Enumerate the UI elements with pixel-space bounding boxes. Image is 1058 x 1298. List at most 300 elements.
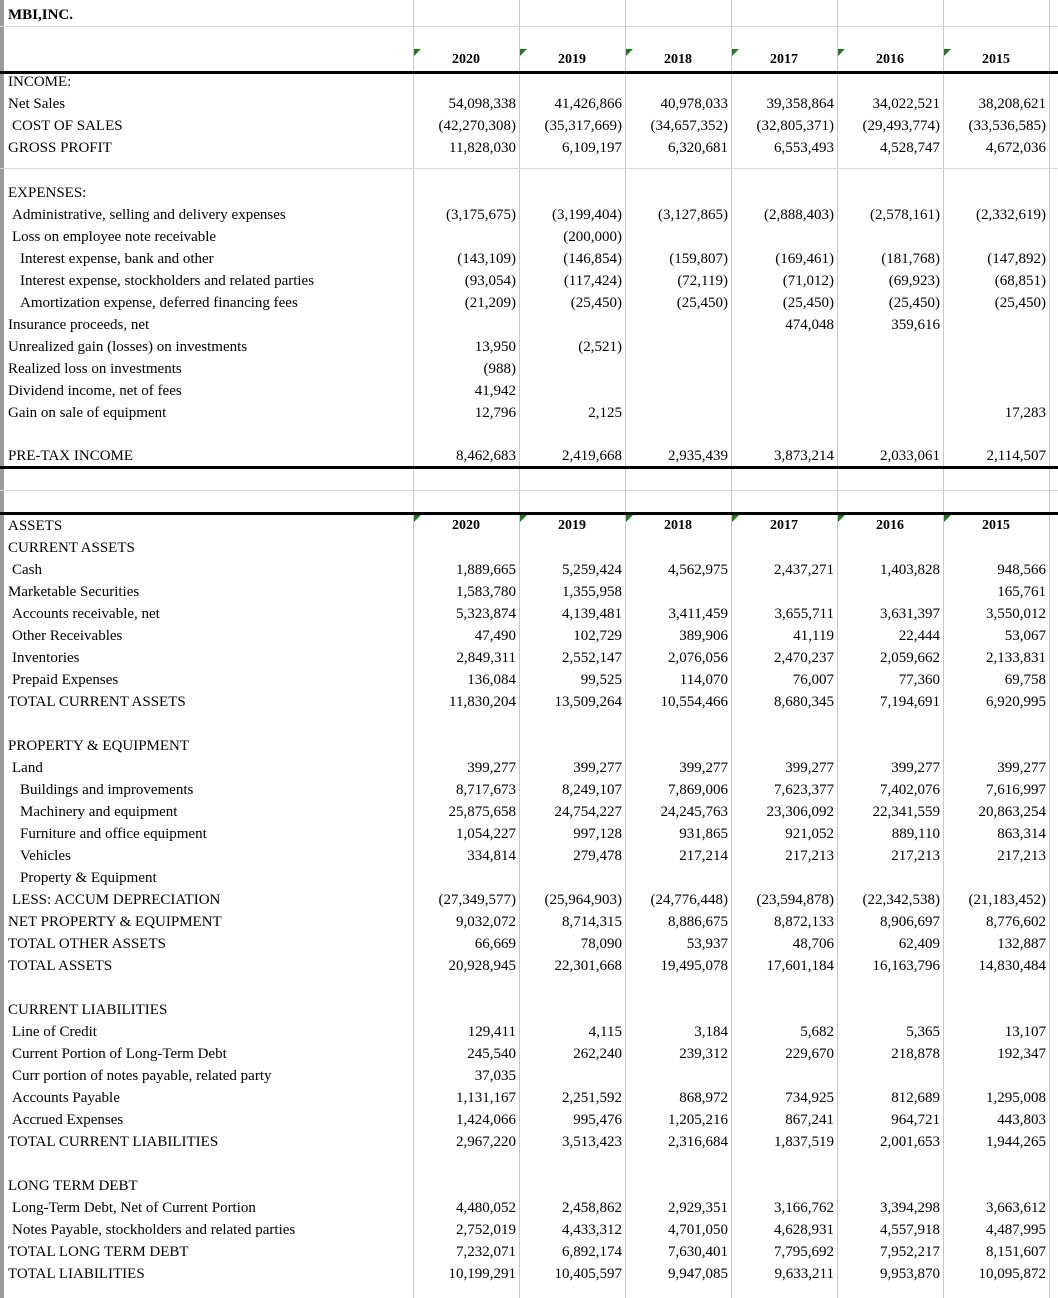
cell-comment-marker-icon (520, 515, 527, 522)
value-cell (943, 867, 1049, 889)
value-cell: (200,000) (563, 228, 622, 245)
value-cell: 9,633,211 (774, 1265, 834, 1282)
value-cell: (25,450) (676, 294, 728, 311)
table-row (0, 647, 1058, 669)
table-row (0, 93, 1058, 115)
value-cell: 5,365 (906, 1023, 940, 1040)
cell-comment-marker-icon (520, 49, 527, 56)
year-header-row (0, 49, 1058, 71)
value-cell: 921,052 (785, 825, 834, 842)
value-cell: 13,950 (474, 338, 516, 355)
row-label: EXPENSES: (8, 184, 87, 201)
row-label: TOTAL LONG TERM DEBT (8, 1243, 189, 1260)
value-cell: 20,863,254 (978, 803, 1046, 820)
value-cell: 10,554,466 (660, 693, 728, 710)
value-cell: 4,139,481 (562, 605, 622, 622)
cell-comment-marker-icon (626, 515, 633, 522)
table-row (0, 1021, 1058, 1043)
row-label: Line of Credit (12, 1023, 97, 1040)
table-row (0, 559, 1058, 581)
value-cell: 114,070 (679, 671, 728, 688)
value-cell (837, 402, 943, 424)
row-label: Unrealized gain (losses) on investments (8, 338, 248, 355)
value-cell: 54,098,338 (448, 95, 516, 112)
value-cell: (159,807) (669, 250, 728, 267)
value-cell: 4,672,036 (986, 139, 1046, 156)
value-cell: 279,478 (573, 847, 622, 864)
value-cell (731, 867, 837, 889)
value-cell (837, 336, 943, 358)
table-row (0, 933, 1058, 955)
table-row (0, 204, 1058, 226)
value-cell: 217,213 (997, 847, 1046, 864)
value-cell (731, 226, 837, 248)
value-cell: 7,630,401 (668, 1243, 728, 1260)
table-row (0, 625, 1058, 647)
value-cell (519, 314, 625, 336)
section-header (0, 735, 1058, 757)
value-cell: 2,419,668 (562, 447, 622, 464)
row-label: Administrative, selling and delivery expenses (12, 206, 286, 223)
value-cell (625, 402, 731, 424)
row-label: CURRENT LIABILITIES (8, 1001, 168, 1018)
value-cell: (23,594,878) (756, 891, 834, 908)
table-row (0, 581, 1058, 603)
value-cell: 19,495,078 (660, 957, 728, 974)
value-cell: (71,012) (782, 272, 834, 289)
value-cell: 10,095,872 (978, 1265, 1046, 1282)
table-row (0, 955, 1058, 977)
value-cell: 2,125 (588, 404, 622, 421)
value-cell: 1,424,066 (456, 1111, 516, 1128)
table-row (0, 1065, 1058, 1087)
value-cell: 1,889,665 (456, 561, 516, 578)
row-label: Property & Equipment (20, 869, 157, 886)
value-cell: 3,873,214 (774, 447, 834, 464)
value-cell: 48,706 (792, 935, 834, 952)
value-cell: 217,213 (891, 847, 940, 864)
value-cell: 2,470,237 (774, 649, 834, 666)
value-cell: (32,805,371) (756, 117, 834, 134)
value-cell: 389,906 (679, 627, 728, 644)
cell-comment-marker-icon (414, 49, 421, 56)
row-label: Other Receivables (12, 627, 123, 644)
value-cell (837, 358, 943, 380)
value-cell (837, 1065, 943, 1087)
value-cell: 1,205,216 (668, 1111, 728, 1128)
table-row (0, 1109, 1058, 1131)
row-label: Marketable Securities (8, 583, 140, 600)
value-cell: 23,306,092 (766, 803, 834, 820)
row-label: NET PROPERTY & EQUIPMENT (8, 913, 222, 930)
value-cell: 931,865 (679, 825, 728, 842)
section-header (0, 182, 1058, 204)
value-cell: 6,109,197 (562, 139, 622, 156)
value-cell: 1,403,828 (880, 561, 940, 578)
value-cell: 41,426,866 (554, 95, 622, 112)
value-cell: 8,151,607 (986, 1243, 1046, 1260)
value-cell: 2,114,507 (986, 447, 1046, 464)
value-cell: 22,444 (898, 627, 940, 644)
table-row (0, 402, 1058, 424)
value-cell: 217,214 (679, 847, 728, 864)
value-cell: (25,450) (888, 294, 940, 311)
value-cell: 11,830,204 (449, 693, 516, 710)
row-label: Realized loss on investments (8, 360, 182, 377)
value-cell: 6,920,995 (986, 693, 1046, 710)
value-cell: 4,115 (588, 1023, 622, 1040)
value-cell: (117,424) (563, 272, 622, 289)
value-cell: 13,107 (1004, 1023, 1046, 1040)
table-row (0, 380, 1058, 402)
value-cell: 2,967,220 (456, 1133, 516, 1150)
value-cell: 7,616,997 (986, 781, 1046, 798)
value-cell: 6,892,174 (562, 1243, 622, 1260)
row-label: INCOME: (8, 73, 72, 90)
value-cell: 3,394,298 (880, 1199, 940, 1216)
value-cell: 7,623,377 (774, 781, 834, 798)
table-row (0, 603, 1058, 625)
value-cell: (69,923) (888, 272, 940, 289)
pretax-row (0, 445, 1058, 467)
value-cell (625, 336, 731, 358)
year-header-cell: 2016 (876, 518, 904, 533)
table-row (0, 801, 1058, 823)
value-cell: 863,314 (997, 825, 1046, 842)
value-cell: 99,525 (580, 671, 622, 688)
value-cell (519, 867, 625, 889)
value-cell: (68,851) (994, 272, 1046, 289)
value-cell: 812,689 (891, 1089, 940, 1106)
value-cell: 2,849,311 (456, 649, 516, 666)
row-label: Interest expense, bank and other (20, 250, 214, 267)
table-row (0, 226, 1058, 248)
year-header-cell: 2017 (770, 52, 798, 67)
year-header-cell: 2018 (664, 52, 692, 67)
value-cell: 4,480,052 (456, 1199, 516, 1216)
value-cell (625, 1065, 731, 1087)
value-cell: 964,721 (891, 1111, 940, 1128)
value-cell (625, 226, 731, 248)
row-label: Cash (12, 561, 42, 578)
year-header-cell: 2015 (982, 52, 1010, 67)
row-label: Buildings and improvements (20, 781, 194, 798)
value-cell: (22,342,538) (862, 891, 940, 908)
row-label: TOTAL CURRENT ASSETS (8, 693, 186, 710)
value-cell: 3,411,459 (668, 605, 728, 622)
table-row (0, 867, 1058, 889)
row-label: Inventories (12, 649, 80, 666)
value-cell: 3,631,397 (880, 605, 940, 622)
value-cell: 53,937 (686, 935, 728, 952)
value-cell: 41,942 (474, 382, 516, 399)
value-cell: 7,194,691 (880, 693, 940, 710)
value-cell (731, 581, 837, 603)
value-cell: 9,947,085 (668, 1265, 728, 1282)
value-cell: 8,886,675 (668, 913, 728, 930)
value-cell (731, 380, 837, 402)
value-cell: 262,240 (573, 1045, 622, 1062)
value-cell: 443,803 (997, 1111, 1046, 1128)
row-label: LONG TERM DEBT (8, 1177, 138, 1194)
value-cell: 399,277 (785, 759, 834, 776)
value-cell: 4,562,975 (668, 561, 728, 578)
row-label: PROPERTY & EQUIPMENT (8, 737, 190, 754)
cell-comment-marker-icon (838, 49, 845, 56)
row-label: Insurance proceeds, net (8, 316, 150, 333)
value-cell: (42,270,308) (438, 117, 516, 134)
value-cell (943, 226, 1049, 248)
value-cell: 4,487,995 (986, 1221, 1046, 1238)
value-cell: 47,490 (474, 627, 516, 644)
value-cell: 2,752,019 (456, 1221, 516, 1238)
value-cell: 7,795,692 (774, 1243, 834, 1260)
value-cell: 5,259,424 (562, 561, 622, 578)
value-cell: 40,978,033 (660, 95, 728, 112)
value-cell: 995,476 (573, 1111, 622, 1128)
row-label: TOTAL OTHER ASSETS (8, 935, 166, 952)
table-row (0, 845, 1058, 867)
value-cell: 2,001,653 (880, 1133, 940, 1150)
value-cell: 229,670 (785, 1045, 834, 1062)
year-header-cell: 2020 (452, 52, 480, 67)
table-row (0, 314, 1058, 336)
grid-row-line (0, 26, 1058, 27)
row-label: Prepaid Expenses (12, 671, 119, 688)
value-cell: 9,032,072 (456, 913, 516, 930)
value-cell: 734,925 (785, 1089, 834, 1106)
value-cell: 165,761 (997, 583, 1046, 600)
value-cell: 2,437,271 (774, 561, 834, 578)
value-cell: (24,776,448) (650, 891, 728, 908)
value-cell: (25,450) (994, 294, 1046, 311)
table-row (0, 1043, 1058, 1065)
year-header-cell: 2019 (558, 518, 586, 533)
value-cell: 9,953,870 (880, 1265, 940, 1282)
value-cell: (34,657,352) (650, 117, 728, 134)
value-cell (625, 867, 731, 889)
table-row (0, 779, 1058, 801)
value-cell: 192,347 (997, 1045, 1046, 1062)
row-label: Accounts receivable, net (12, 605, 160, 622)
value-cell: (33,536,585) (968, 117, 1046, 134)
grid-row-line (0, 490, 1058, 491)
value-cell (519, 380, 625, 402)
value-cell: 997,128 (573, 825, 622, 842)
value-cell (731, 402, 837, 424)
cell-comment-marker-icon (838, 515, 845, 522)
section-header (0, 999, 1058, 1021)
value-cell: 1,295,008 (986, 1089, 1046, 1106)
row-label: Long-Term Debt, Net of Current Portion (12, 1199, 256, 1216)
value-cell: 4,628,931 (774, 1221, 834, 1238)
value-cell: (25,450) (570, 294, 622, 311)
value-cell (625, 358, 731, 380)
table-row (0, 270, 1058, 292)
value-cell: 129,411 (467, 1023, 516, 1040)
value-cell: 8,249,107 (562, 781, 622, 798)
value-cell: (2,888,403) (764, 206, 834, 223)
value-cell (731, 1065, 837, 1087)
row-label: TOTAL ASSETS (8, 957, 113, 974)
value-cell (731, 358, 837, 380)
value-cell: 39,358,864 (766, 95, 834, 112)
row-label: Amortization expense, deferred financing fees (20, 294, 298, 311)
value-cell: 399,277 (573, 759, 622, 776)
row-label: Land (12, 759, 43, 776)
value-cell: 239,312 (679, 1045, 728, 1062)
value-cell: (3,199,404) (552, 206, 622, 223)
value-cell: 2,552,147 (562, 649, 622, 666)
value-cell: 14,830,484 (978, 957, 1046, 974)
value-cell: 6,320,681 (668, 139, 728, 156)
section-header (0, 537, 1058, 559)
value-cell: (3,127,865) (658, 206, 728, 223)
value-cell: 2,076,056 (668, 649, 728, 666)
value-cell: 8,776,602 (986, 913, 1046, 930)
value-cell: (146,854) (563, 250, 622, 267)
value-cell: 948,566 (997, 561, 1046, 578)
value-cell (943, 336, 1049, 358)
value-cell: 3,655,711 (774, 605, 834, 622)
assets-header-row (0, 515, 1058, 537)
section-divider (0, 466, 1058, 469)
value-cell: 3,663,612 (986, 1199, 1046, 1216)
value-cell (625, 581, 731, 603)
value-cell: 2,929,351 (668, 1199, 728, 1216)
value-cell: 6,553,493 (774, 139, 834, 156)
value-cell: (147,892) (987, 250, 1046, 267)
value-cell: (25,450) (782, 294, 834, 311)
value-cell: 24,754,227 (554, 803, 622, 820)
value-cell: 7,232,071 (456, 1243, 516, 1260)
value-cell: 1,837,519 (774, 1133, 834, 1150)
value-cell: 11,828,030 (449, 139, 516, 156)
value-cell: 867,241 (785, 1111, 834, 1128)
table-row (0, 336, 1058, 358)
cell-comment-marker-icon (414, 515, 421, 522)
value-cell: 5,682 (800, 1023, 834, 1040)
value-cell: 22,301,668 (554, 957, 622, 974)
value-cell (837, 226, 943, 248)
row-label: CURRENT ASSETS (8, 539, 135, 556)
value-cell: 22,341,559 (872, 803, 940, 820)
value-cell: 2,133,831 (986, 649, 1046, 666)
row-label: TOTAL LIABILITIES (8, 1265, 145, 1282)
value-cell: 2,059,662 (880, 649, 940, 666)
value-cell: 34,022,521 (872, 95, 940, 112)
table-row (0, 1219, 1058, 1241)
table-row (0, 1087, 1058, 1109)
value-cell: 38,208,621 (978, 95, 1046, 112)
value-cell: 3,513,423 (562, 1133, 622, 1150)
table-row (0, 137, 1058, 159)
row-label: COST OF SALES (12, 117, 123, 134)
section-header (0, 1175, 1058, 1197)
cell-comment-marker-icon (944, 515, 951, 522)
row-label: Loss on employee note receivable (12, 228, 217, 245)
value-cell: 13,509,264 (554, 693, 622, 710)
value-cell: 132,887 (997, 935, 1046, 952)
value-cell: 136,084 (467, 671, 516, 688)
value-cell (943, 358, 1049, 380)
year-header-cell: 2020 (452, 518, 480, 533)
value-cell: 1,944,265 (986, 1133, 1046, 1150)
value-cell: 16,163,796 (872, 957, 940, 974)
year-header-cell: 2015 (982, 518, 1010, 533)
year-header-cell: 2018 (664, 518, 692, 533)
value-cell: 399,277 (467, 759, 516, 776)
value-cell: 7,952,217 (880, 1243, 940, 1260)
table-row (0, 1131, 1058, 1153)
value-cell: 4,528,747 (880, 139, 940, 156)
row-label: GROSS PROFIT (8, 139, 112, 156)
value-cell: 2,935,439 (668, 447, 728, 464)
value-cell: 8,717,673 (456, 781, 516, 798)
row-label: Gain on sale of equipment (8, 404, 167, 421)
value-cell (837, 380, 943, 402)
value-cell (943, 314, 1049, 336)
value-cell: 8,872,133 (774, 913, 834, 930)
value-cell: 76,007 (792, 671, 834, 688)
row-label: Current Portion of Long-Term Debt (12, 1045, 227, 1062)
value-cell: 1,583,780 (456, 583, 516, 600)
value-cell (837, 581, 943, 603)
value-cell: 3,166,762 (774, 1199, 834, 1216)
table-row (0, 248, 1058, 270)
row-label: Interest expense, stockholders and related parties (20, 272, 315, 289)
value-cell: 20,928,945 (448, 957, 516, 974)
value-cell: 4,433,312 (562, 1221, 622, 1238)
value-cell: 102,729 (573, 627, 622, 644)
table-row (0, 911, 1058, 933)
table-row (0, 1263, 1058, 1285)
value-cell: 8,714,315 (562, 913, 622, 930)
value-cell: 2,316,684 (668, 1133, 728, 1150)
value-cell: 2,033,061 (880, 447, 940, 464)
row-label: Accrued Expenses (12, 1111, 124, 1128)
value-cell: 474,048 (785, 316, 834, 333)
table-row (0, 889, 1058, 911)
value-cell: 8,462,683 (456, 447, 516, 464)
value-cell: (35,317,669) (544, 117, 622, 134)
row-label: Curr portion of notes payable, related party (12, 1067, 272, 1084)
value-cell: 359,616 (891, 316, 940, 333)
value-cell: 37,035 (474, 1067, 516, 1084)
value-cell: 2,251,592 (562, 1089, 622, 1106)
value-cell: 12,796 (474, 404, 516, 421)
value-cell: 66,669 (474, 935, 516, 952)
value-cell (519, 358, 625, 380)
grid-row-line (0, 168, 1058, 169)
table-row (0, 691, 1058, 713)
table-row (0, 292, 1058, 314)
value-cell: 10,405,597 (554, 1265, 622, 1282)
value-cell: (181,768) (881, 250, 940, 267)
value-cell: 1,054,227 (456, 825, 516, 842)
value-cell (943, 1065, 1049, 1087)
value-cell (413, 314, 519, 336)
value-cell: (143,109) (457, 250, 516, 267)
value-cell: (25,964,903) (544, 891, 622, 908)
value-cell: 3,184 (694, 1023, 728, 1040)
value-cell: (2,332,619) (976, 206, 1046, 223)
value-cell: 7,402,076 (880, 781, 940, 798)
row-label: PRE-TAX INCOME (8, 447, 134, 464)
table-row (0, 1197, 1058, 1219)
value-cell: 17,601,184 (766, 957, 834, 974)
value-cell: 8,906,697 (880, 913, 940, 930)
